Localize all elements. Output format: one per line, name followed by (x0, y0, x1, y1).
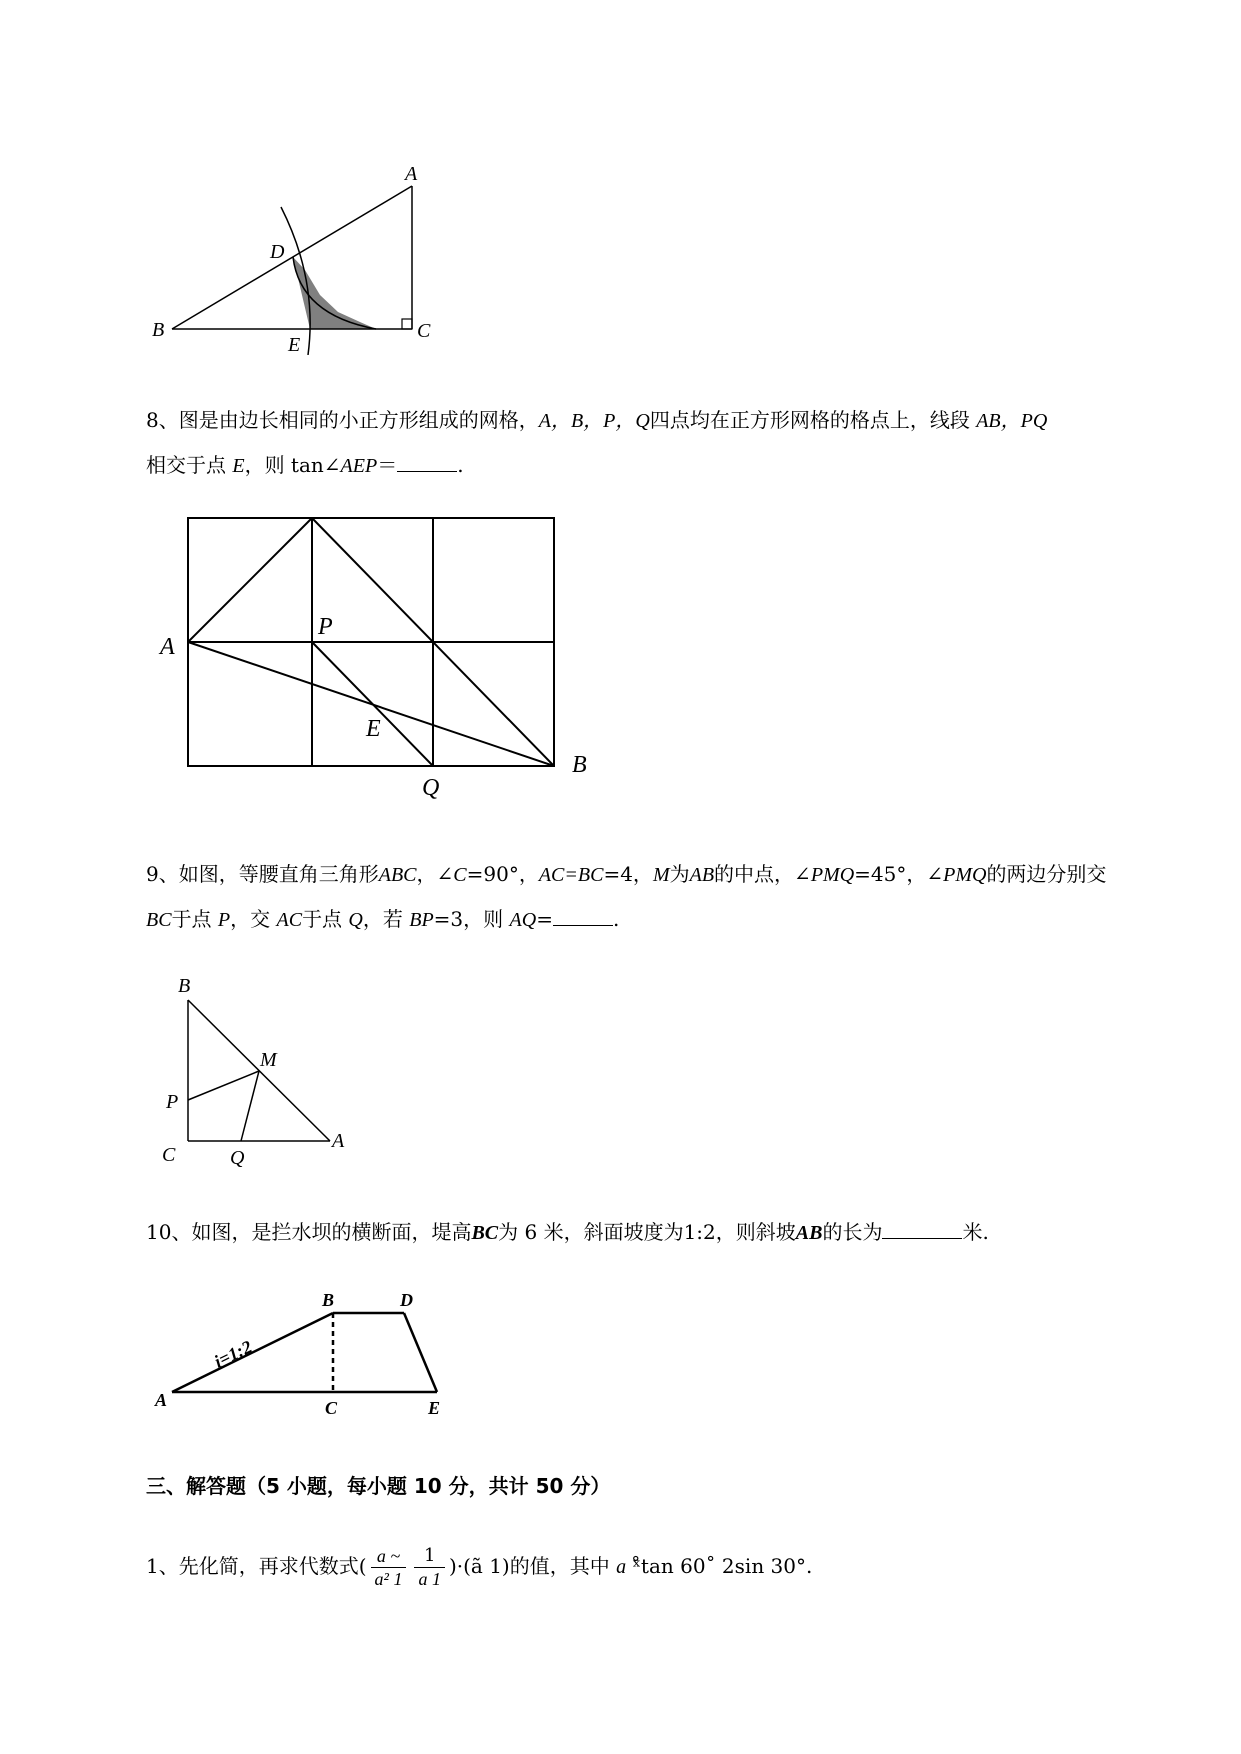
question-8: 8、图是由边长相同的小正方形组成的网格，A，B，P，Q四点均在正方形网格的格点上，线段 AB，PQ 相交于点 E，则 tan∠AEP＝ . (146, 408, 1048, 477)
figure-10 (150, 1285, 460, 1420)
diagonal (188, 518, 312, 642)
figure-8 (155, 505, 605, 805)
label-a: A (155, 1390, 168, 1410)
label-c: C (417, 320, 431, 342)
fraction-1: $\frac{a \sim}{\text{a² 1}}$ (371, 1545, 407, 1590)
right-angle-mark (402, 319, 412, 329)
answer-blank-8[interactable] (397, 453, 457, 472)
shaded-region (293, 257, 376, 329)
segment-pq (312, 642, 433, 766)
label-b: B (152, 319, 165, 341)
segment-de (404, 1313, 437, 1392)
label-a: A (332, 1130, 345, 1152)
label-d: D (400, 1290, 413, 1310)
label-q: Q (422, 775, 440, 801)
fraction-2: $\frac{1}{a 1}$ (414, 1545, 445, 1590)
label-p: P (166, 1091, 179, 1113)
label-e: E (366, 716, 381, 742)
label-c: C (162, 1144, 176, 1166)
segment-mp (188, 1071, 259, 1100)
label-q: Q (230, 1147, 245, 1169)
label-b: B (322, 1290, 335, 1310)
label-c: C (325, 1398, 338, 1418)
segment-mq (241, 1071, 259, 1141)
figure-7 (150, 165, 440, 355)
label-a: A (405, 165, 418, 185)
section-heading: 三、解答题（5 小题，每小题 10 分，共计 50 分） (146, 1474, 611, 1498)
label-e: E (288, 334, 301, 355)
figure-9 (155, 970, 365, 1175)
question-10: 10、如图，是拦水坝的横断面，堤高BC为 6 米，斜面坡度为1:2，则斜坡AB的长为 米. (146, 1220, 989, 1244)
answer-blank-9[interactable] (553, 907, 613, 926)
label-p: P (318, 614, 333, 640)
label-m: M (260, 1049, 277, 1071)
answer-blank-10[interactable] (882, 1220, 962, 1239)
outer-arc (281, 207, 310, 355)
label-d: D (270, 241, 285, 263)
q8-number: 8、 (146, 408, 179, 432)
label-a: A (160, 634, 175, 660)
question-9: 9、如图，等腰直角三角形ABC，∠C=90°，AC=BC=4，M为AB的中点，∠PMQ=45°，∠PMQ的两边分别交 BC于点 P，交 AC于点 Q，若 BP=3，则 AQ= . (146, 862, 1107, 931)
segment-ab (188, 1000, 330, 1141)
segment-ab (172, 186, 412, 329)
label-b: B (572, 752, 587, 778)
slope-label: i=1:2 (210, 1336, 256, 1372)
label-e: E (428, 1398, 441, 1418)
label-b: B (178, 975, 191, 997)
solve-question-1: 1、先化简，再求代数式( $\frac{a \sim}{\text{a² 1}}$ $\frac{1}{a 1}$ )·(ã 1)的值，其中 a ˣ̊tan 60˚ 2sin 30°. (146, 1545, 813, 1589)
segment-ab (188, 642, 554, 766)
